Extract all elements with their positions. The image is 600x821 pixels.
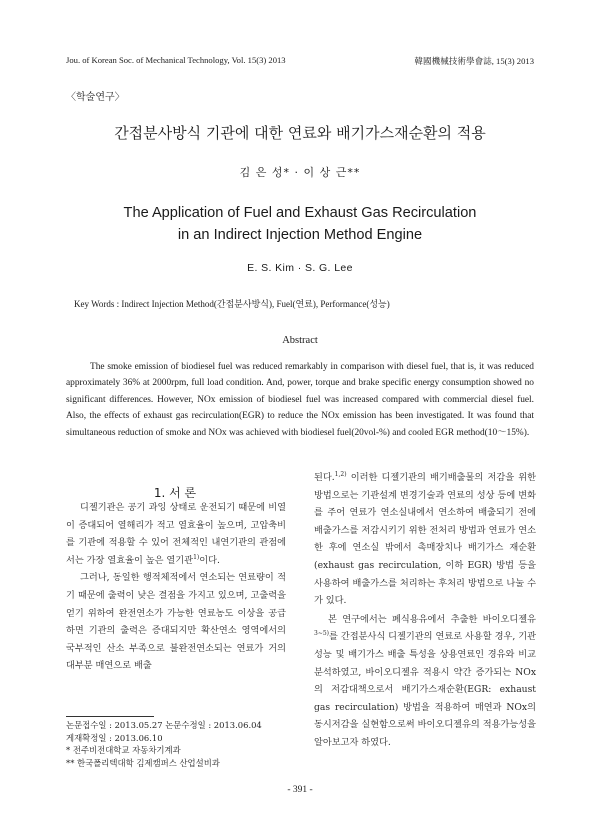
page-number: - 391 - xyxy=(287,785,313,795)
footnote-affiliation-1: * 전주비전대학교 자동차기계과 xyxy=(66,745,181,756)
title-english-line2: in an Indirect Injection Method Engine xyxy=(177,227,423,243)
journal-header-left: Jou. of Korean Soc. of Mechanical Technology, Vol. 15(3) 2013 xyxy=(66,55,286,65)
footnote-received: 논문접수일 : 2013.05.27 논문수정일 : 2013.06.04 xyxy=(66,720,262,730)
article-category: 〈학술연구〉 xyxy=(66,92,125,103)
abstract-heading: Abstract xyxy=(282,335,318,346)
left-paragraph-1 xyxy=(66,499,286,569)
journal-header-right: 韓國機械技術學會誌, 15(3) 2013 xyxy=(414,56,534,66)
footnote-rule xyxy=(66,716,154,717)
footnote-accepted: 게재확정일 : 2013.06.10 xyxy=(66,732,163,743)
left-paragraph-2: 그러나, 동일한 행적체적에서 연소되는 연료량이 적기 때문에 출력이 낮은 결점을 가지고 있으며, 고출력을 얻기 위하여 완전연소가 가능한 연료농도 이상을 공급하면 기관의 출력은 증대되지만 확산연소 영역에서의 국부적인 산소 부족으로 불완전연소되는 연료가 거의 대부분 매연으로 배출 xyxy=(66,572,286,672)
authors-korean: 김 은 성* · 이 상 근** xyxy=(239,166,361,179)
right-paragraph-1-text: 이러한 디젤기관의 배기배출물의 저감을 위한 방법으로는 기관설계 변경기술과 연료의 성상 등에 변화를 주어 연료가 연소실내에서 연소하여 배출되기 전에 배출가스를 저감시키기 위한 전처리 방법과 연료가 연소한 후에 연소실 밖에서 촉매장치나 배기가스 재순환(exhaust gas recirculation, 이하 EGR) 방법 등을 사용하여 배출가스를 처리하는 후처리 방법으로 나눌 수가 있다. xyxy=(314,472,536,607)
right-paragraph-1 xyxy=(314,469,536,610)
footnote-affiliation-2: ** 한국폴리텍대학 김제캠퍼스 산업설비과 xyxy=(66,757,220,768)
title-english-line1: The Application of Fuel and Exhaust Gas Recirculation xyxy=(123,205,477,221)
authors-english: E. S. Kim · S. G. Lee xyxy=(247,262,353,274)
title-english xyxy=(0,202,600,246)
abstract-text: The smoke emission of biodiesel fuel was reduced remarkably in comparison with diesel fuel, that is, it was reduced approximately 36% at 2000rpm, full load condition. And, power, torque and brake specific energy consumption showed no significant differences. However, NOx emission of biodiesel fuel was increased compared with commercial diesel fuel. Also, the effects of exhaust gas recirculation(EGR) to reduce the NOx emission has been investigated. It was found that simultaneous reduction of smoke and NOx was achieved with biodiesel fuel(20vol-%) and cooled EGR method(10～15%). xyxy=(66,362,534,438)
section-1-heading: 1. 서 론 xyxy=(153,486,197,500)
right-paragraph-2-text: 를 간접분사식 디젤기관의 연료로 사용할 경우, 기관 성능 및 배기가스 배출 특성을 상용연료인 경유와 비교분석하였고, 바이오디젤유 적용시 약간 증가되는 NOx의 저감대책으로서 배기가스재순환(EGR: exhaust gas recirculation) 방법을 적용하여 매연과 NOx의 동시저감을 실현함으로써 바이오디젤유의 적용가능성을 알아보고자 하였다. xyxy=(314,631,536,748)
left-column xyxy=(66,499,286,675)
left-paragraph-1-text: 디젤기관은 공기 과잉 상태로 운전되기 때문에 비열이 증대되어 열해리가 적고 열효율이 높으며, 고압축비를 기관에 적용할 수 있어 전체적인 내연기관의 관점에서는 가장 열효율이 높은 열기관 xyxy=(66,502,286,566)
right-paragraph-1-start: 된다. xyxy=(314,472,335,483)
keywords: Key Words : Indirect Injection Method(간접분사방식), Fuel(연료), Performance(성능) xyxy=(74,299,390,309)
citation-3: 3~5) xyxy=(314,630,330,638)
footnotes xyxy=(66,719,262,769)
right-paragraph-2 xyxy=(314,611,536,752)
title-korean: 간접분사방식 기관에 대한 연료와 배기가스재순환의 적용 xyxy=(114,124,486,142)
citation-1: 1) xyxy=(193,553,200,561)
right-column xyxy=(314,469,536,753)
left-paragraph-1-end: 이다. xyxy=(199,554,220,566)
right-paragraph-2-start: 본 연구에서는 폐식용유에서 추출한 바이오디젤유 xyxy=(328,613,536,625)
citation-2: 1,2) xyxy=(334,470,347,478)
